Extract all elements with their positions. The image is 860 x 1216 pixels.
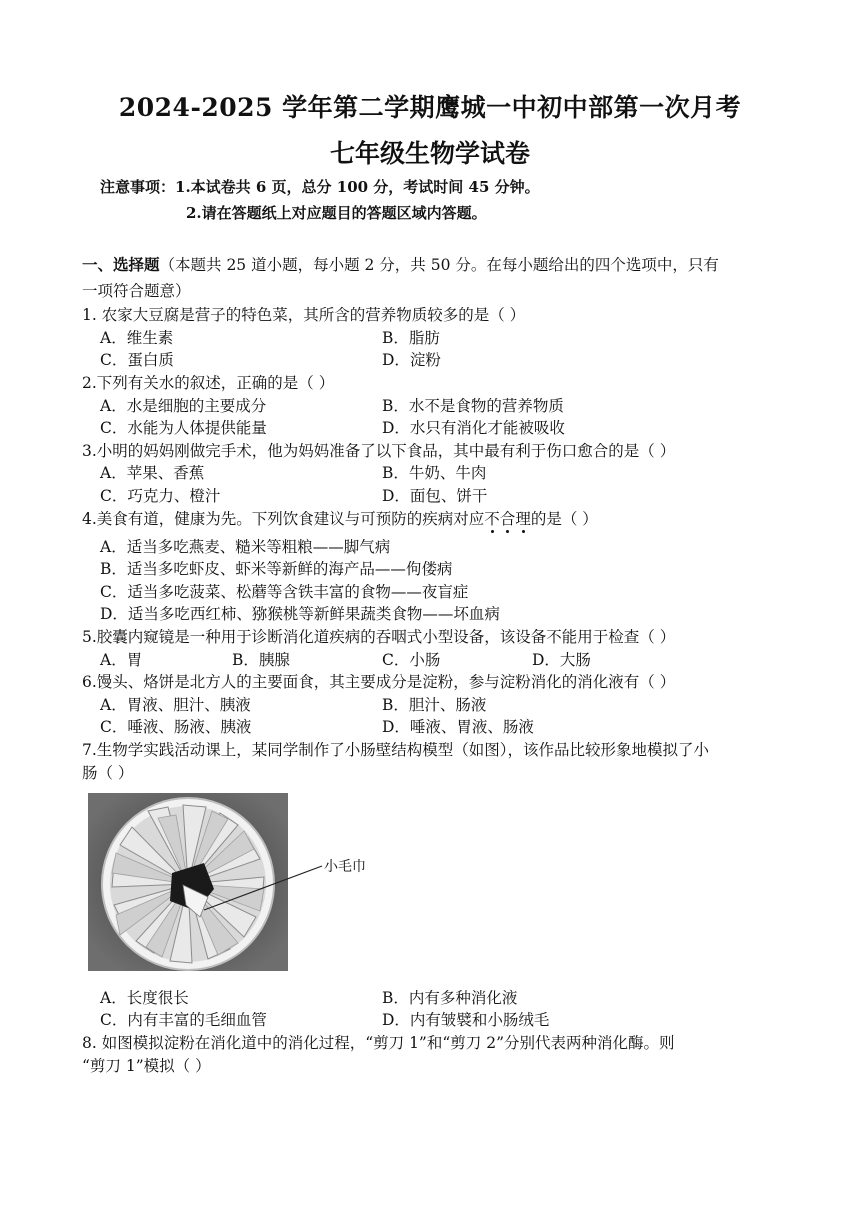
q7-option-b[interactable]: B．内有多种消化液 xyxy=(382,989,518,1007)
q2-option-c[interactable]: C．水能为人体提供能量 xyxy=(100,419,267,437)
question-8-stem-2: “剪刀 1”模拟（ ） xyxy=(82,1057,211,1075)
intestine-model-photo xyxy=(88,793,288,971)
emphasis-char: 理 xyxy=(515,510,531,528)
q2-option-b[interactable]: B．水不是食物的营养物质 xyxy=(382,397,564,415)
q1-option-c[interactable]: C．蛋白质 xyxy=(100,351,174,369)
q6-option-c[interactable]: C．唾液、肠液、胰液 xyxy=(100,718,252,736)
q1-option-a[interactable]: A．维生素 xyxy=(100,329,174,347)
q1-option-b[interactable]: B．脂肪 xyxy=(382,329,440,347)
q3-option-a[interactable]: A．苹果、香蕉 xyxy=(100,464,205,482)
q5-option-d[interactable]: D．大肠 xyxy=(532,651,591,669)
q4-option-a[interactable]: A．适当多吃燕麦、糙米等粗粮——脚气病 xyxy=(100,538,391,556)
q3-option-c[interactable]: C．巧克力、橙汁 xyxy=(100,487,221,505)
question-3-stem: 3.小明的妈妈刚做完手术，他为妈妈准备了以下食品，其中最有利于伤口愈合的是（ ） xyxy=(82,442,676,460)
question-2-stem: 2.下列有关水的叙述，正确的是（ ） xyxy=(82,374,335,392)
notice-line-1: 注意事项：1.本试卷共 6 页，总分 100 分，考试时间 45 分钟。 xyxy=(100,178,540,196)
question-6-stem: 6.馒头、烙饼是北方人的主要面食，其主要成分是淀粉，参与淀粉消化的消化液有（ ） xyxy=(82,673,676,691)
notice-line-2: 2.请在答题纸上对应题目的答题区域内答题。 xyxy=(186,204,487,222)
q6-option-a[interactable]: A．胃液、胆汁、胰液 xyxy=(100,696,251,714)
question-8-stem-1: 8. 如图模拟淀粉在消化道中的消化过程，“剪刀 1”和“剪刀 2”分别代表两种消化酶。则 xyxy=(82,1034,675,1052)
q6-option-b[interactable]: B．胆汁、肠液 xyxy=(382,696,487,714)
q6-option-d[interactable]: D．唾液、胃液、肠液 xyxy=(382,718,534,736)
q3-option-b[interactable]: B．牛奶、牛肉 xyxy=(382,464,487,482)
section-desc-2: 一项符合题意） xyxy=(82,282,191,300)
q2-option-a[interactable]: A．水是细胞的主要成分 xyxy=(100,397,267,415)
q7-option-c[interactable]: C．内有丰富的毛细血管 xyxy=(100,1011,267,1029)
question-7-stem-1: 7.生物学实践活动课上，某同学制作了小肠壁结构模型（如图），该作品比较形象地模拟了小 xyxy=(82,741,710,759)
q5-option-b[interactable]: B．胰腺 xyxy=(232,651,290,669)
q4-stem-part-2: 的是（ ） xyxy=(530,510,598,528)
q7-option-a[interactable]: A．长度很长 xyxy=(100,989,189,1007)
section-title: 一、选择题 xyxy=(82,255,160,274)
q5-option-c[interactable]: C．小肠 xyxy=(382,651,441,669)
question-4-stem xyxy=(82,507,782,529)
question-1-stem: 1. 农家大豆腐是营子的特色菜，其所含的营养物质较多的是（ ） xyxy=(82,306,526,324)
emphasis-char: 不 xyxy=(484,510,500,528)
q3-option-d[interactable]: D．面包、饼干 xyxy=(382,487,488,505)
q1-option-d[interactable]: D．淀粉 xyxy=(382,351,441,369)
q4-stem-part-1: 4.美食有道，健康为先。下列饮食建议与可预防的疾病对应 xyxy=(82,510,485,528)
q2-option-d[interactable]: D．水只有消化才能被吸收 xyxy=(382,419,565,437)
q7-option-d[interactable]: D．内有皱襞和小肠绒毛 xyxy=(382,1011,550,1029)
question-5-stem: 5.胶囊内窥镜是一种用于诊断消化道疾病的吞咽式小型设备，该设备不能用于检查（ ） xyxy=(82,628,676,646)
figure-label-towel: 小毛巾 xyxy=(324,859,366,875)
question-7-stem-2: 肠（ ） xyxy=(82,764,134,782)
exam-subtitle: 七年级生物学试卷 xyxy=(329,139,530,168)
q5-option-a[interactable]: A．胃 xyxy=(100,651,143,669)
q4-option-d[interactable]: D．适当多吃西红柿、猕猴桃等新鲜果蔬类食物——坏血病 xyxy=(100,605,500,623)
section-desc-1: （本题共 25 道小题，每小题 2 分，共 50 分。在每小题给出的四个选项中，只有 xyxy=(159,256,719,274)
exam-title: 2024-2025 学年第二学期鹰城一中初中部第一次月考 xyxy=(118,93,742,122)
emphasis-char: 合 xyxy=(499,510,516,528)
section-heading xyxy=(82,252,782,304)
q4-option-c[interactable]: C．适当多吃菠菜、松蘑等含铁丰富的食物——夜盲症 xyxy=(100,583,469,601)
q4-option-b[interactable]: B．适当多吃虾皮、虾米等新鲜的海产品——佝偻病 xyxy=(100,560,453,578)
